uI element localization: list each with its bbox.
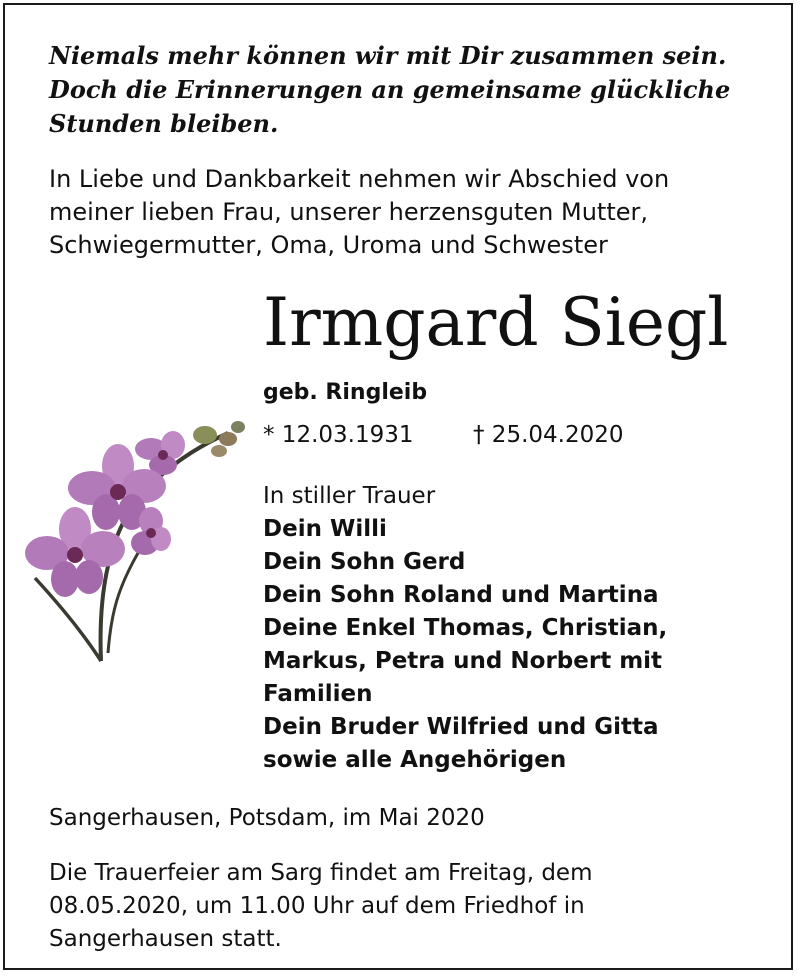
obituary-frame [3,3,793,970]
mourner-line: Dein Bruder Wilfried und Gitta [263,714,659,740]
poem-line: Doch die Erinnerungen an gemeinsame glückliche [49,75,731,104]
memorial-poem [49,39,730,141]
mourner-line: Dein Willi [263,516,387,542]
mourner-line: sowie alle Angehörigen [263,747,567,773]
poem-line: Stunden bleiben. [49,109,279,138]
mourner-line: Dein Sohn Roland und Martina [263,582,659,608]
service-line: Die Trauerfeier am Sarg findet am Freitag, dem [49,860,593,886]
funeral-service-info [49,857,592,956]
service-line: Sangerhausen statt. [49,926,282,952]
birth-name: geb. Ringleib [263,380,428,405]
orchid-image [23,413,263,663]
mourner-line: Markus, Petra und Norbert mit [263,648,663,674]
intro-line: In Liebe und Dankbarkeit nehmen wir Abschied von [49,165,670,193]
intro-line: Schwiegermutter, Oma, Uroma und Schwester [49,231,608,259]
place-and-date: Sangerhausen, Potsdam, im Mai 2020 [49,805,485,831]
farewell-intro [49,163,669,262]
life-dates [263,420,624,450]
poem-line: Niemals mehr können wir mit Dir zusammen sein. [49,41,727,70]
mourner-line: Familien [263,681,373,707]
mourners-list [263,480,667,777]
mourner-line: Deine Enkel Thomas, Christian, [263,615,668,641]
intro-line: meiner lieben Frau, unserer herzensguten Mutter, [49,198,649,226]
mourner-line: Dein Sohn Gerd [263,549,466,575]
deceased-name: Irmgard Siegl [263,284,729,361]
mourners-heading: In stiller Trauer [263,483,436,509]
service-line: 08.05.2020, um 11.00 Uhr auf dem Friedhof in [49,893,585,919]
death-date: † 25.04.2020 [473,422,624,448]
birth-date: * 12.03.1931 [263,422,414,448]
